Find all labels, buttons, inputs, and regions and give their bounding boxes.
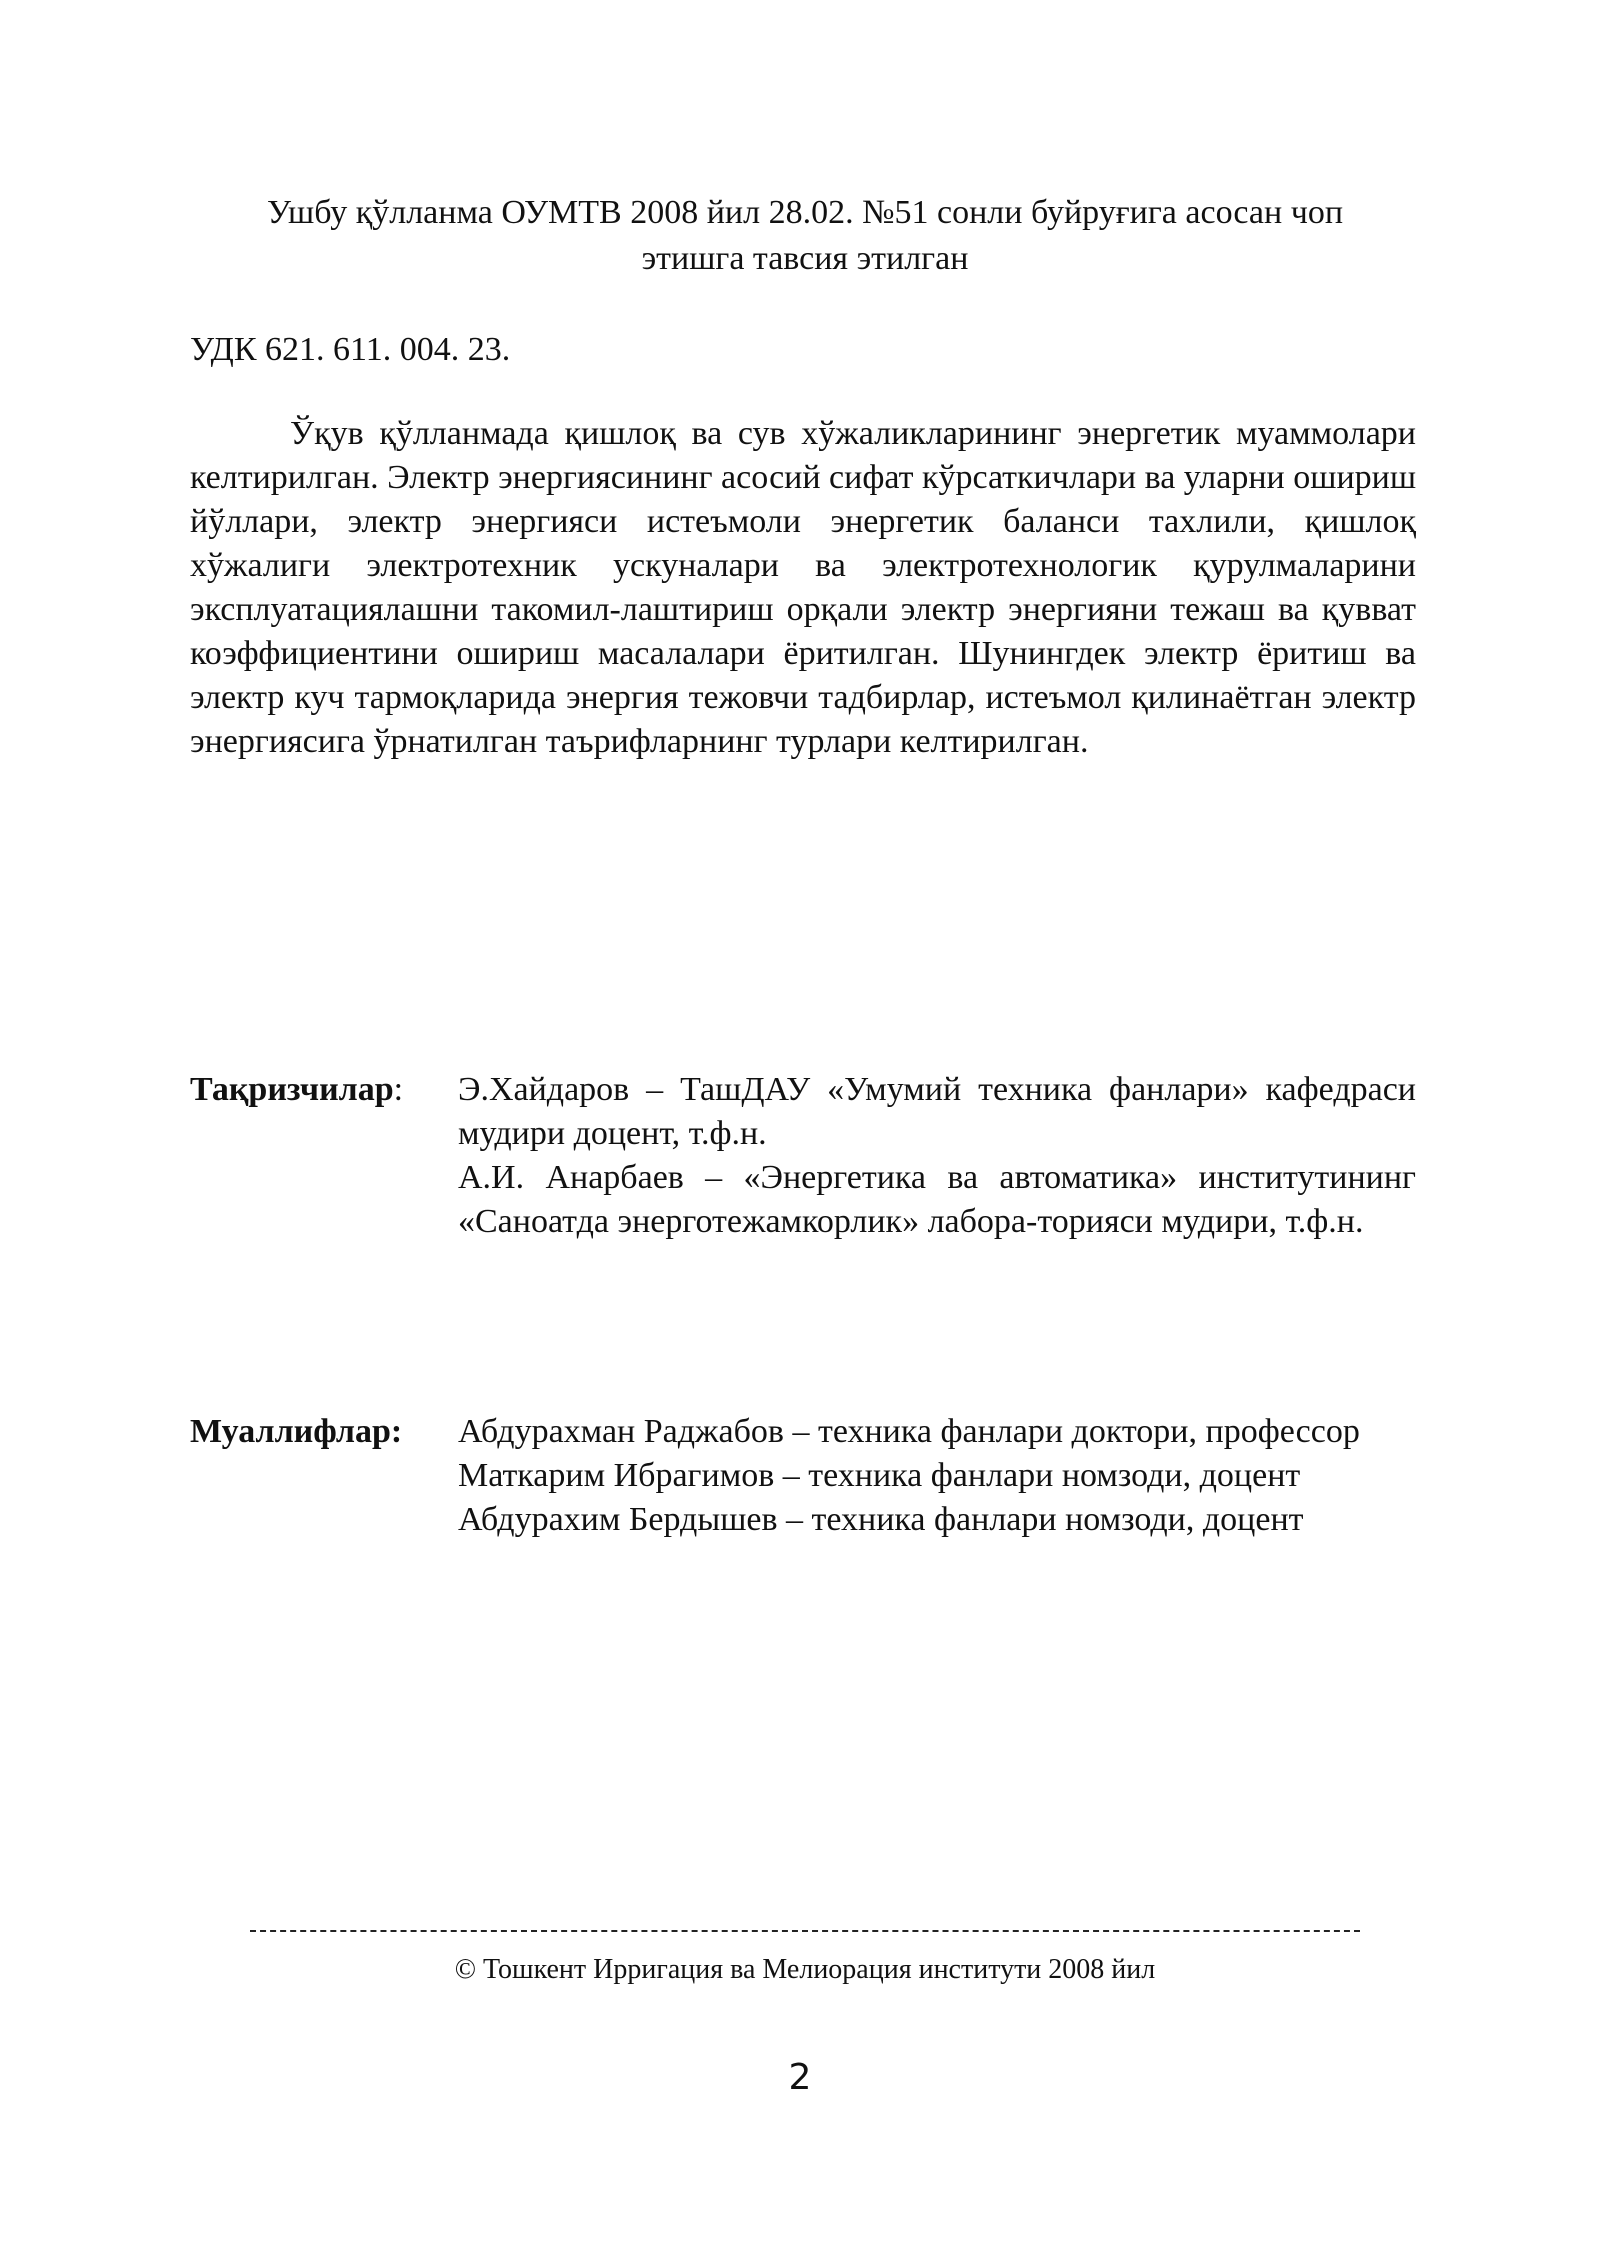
- dashed-divider: [250, 1930, 1360, 1932]
- author-entry: Абдурахим Бердышев – техника фанлари номзоди, доцент: [458, 1501, 1304, 1538]
- reviewers-label-wrap: [190, 1068, 403, 1112]
- copyright-notice: © Тошкент Ирригация ва Мелиорация институти 2008 йил: [454, 1954, 1156, 1985]
- udk-code: УДК 621. 611. 004. 23.: [190, 331, 511, 368]
- reviewer-entry: Э.Хайдаров – ТашДАУ «Умумий техника фанлари» кафедраси мудири доцент, т.ф.н.: [458, 1071, 1416, 1152]
- approval-note: [190, 190, 1420, 282]
- author-entry: Абдурахман Раджабов – техника фанлари доктори, профессор: [458, 1413, 1360, 1450]
- reviewers-label: Тақризчилар: [190, 1071, 394, 1108]
- abstract-paragraph: Ўқув қўлланмада қишлоқ ва сув хўжаликларининг энергетик муаммолари келтирилган. Электр энергиясининг асосий сифат кўрсаткичлари ва уларни ошириш йўллари, электр энергияси истеъмоли энергетик баланси тахлили, қишлоқ хўжалиги электротехник ускуналари ва электротехнологик қурулмаларини эксплуатациялашни такомил-лаштириш орқали электр энергияни тежаш ва қувват коэффициентини ошириш масалалари ёритилган. Шунингдек электр ёритиш ва электр куч тармоқларида энергия тежовчи тадбирлар, истеъмол қилинаётган электр энергиясига ўрнатилган таърифларнинг турлари келтирилган.: [190, 415, 1417, 760]
- approval-line-1: Ушбу қўлланма ОУМТВ 2008 йил 28.02. №51 сонли буйруғига асосан чоп: [266, 194, 1344, 231]
- authors-list: [458, 1410, 1416, 1542]
- reviewer-entry: А.И. Анарбаев – «Энергетика ва автоматика» институтининг «Саноатда энерготежамкорлик» лабора-торияси мудири, т.ф.н.: [458, 1159, 1416, 1240]
- author-entry: Маткарим Ибрагимов – техника фанлари номзоди, доцент: [458, 1457, 1301, 1494]
- authors-label: Муаллифлар:: [190, 1413, 403, 1450]
- approval-line-2: этишга тавсия этилган: [641, 240, 969, 277]
- reviewers-label-colon: :: [393, 1071, 404, 1108]
- page-number: 2: [788, 2057, 812, 2098]
- reviewers-list: [458, 1068, 1416, 1244]
